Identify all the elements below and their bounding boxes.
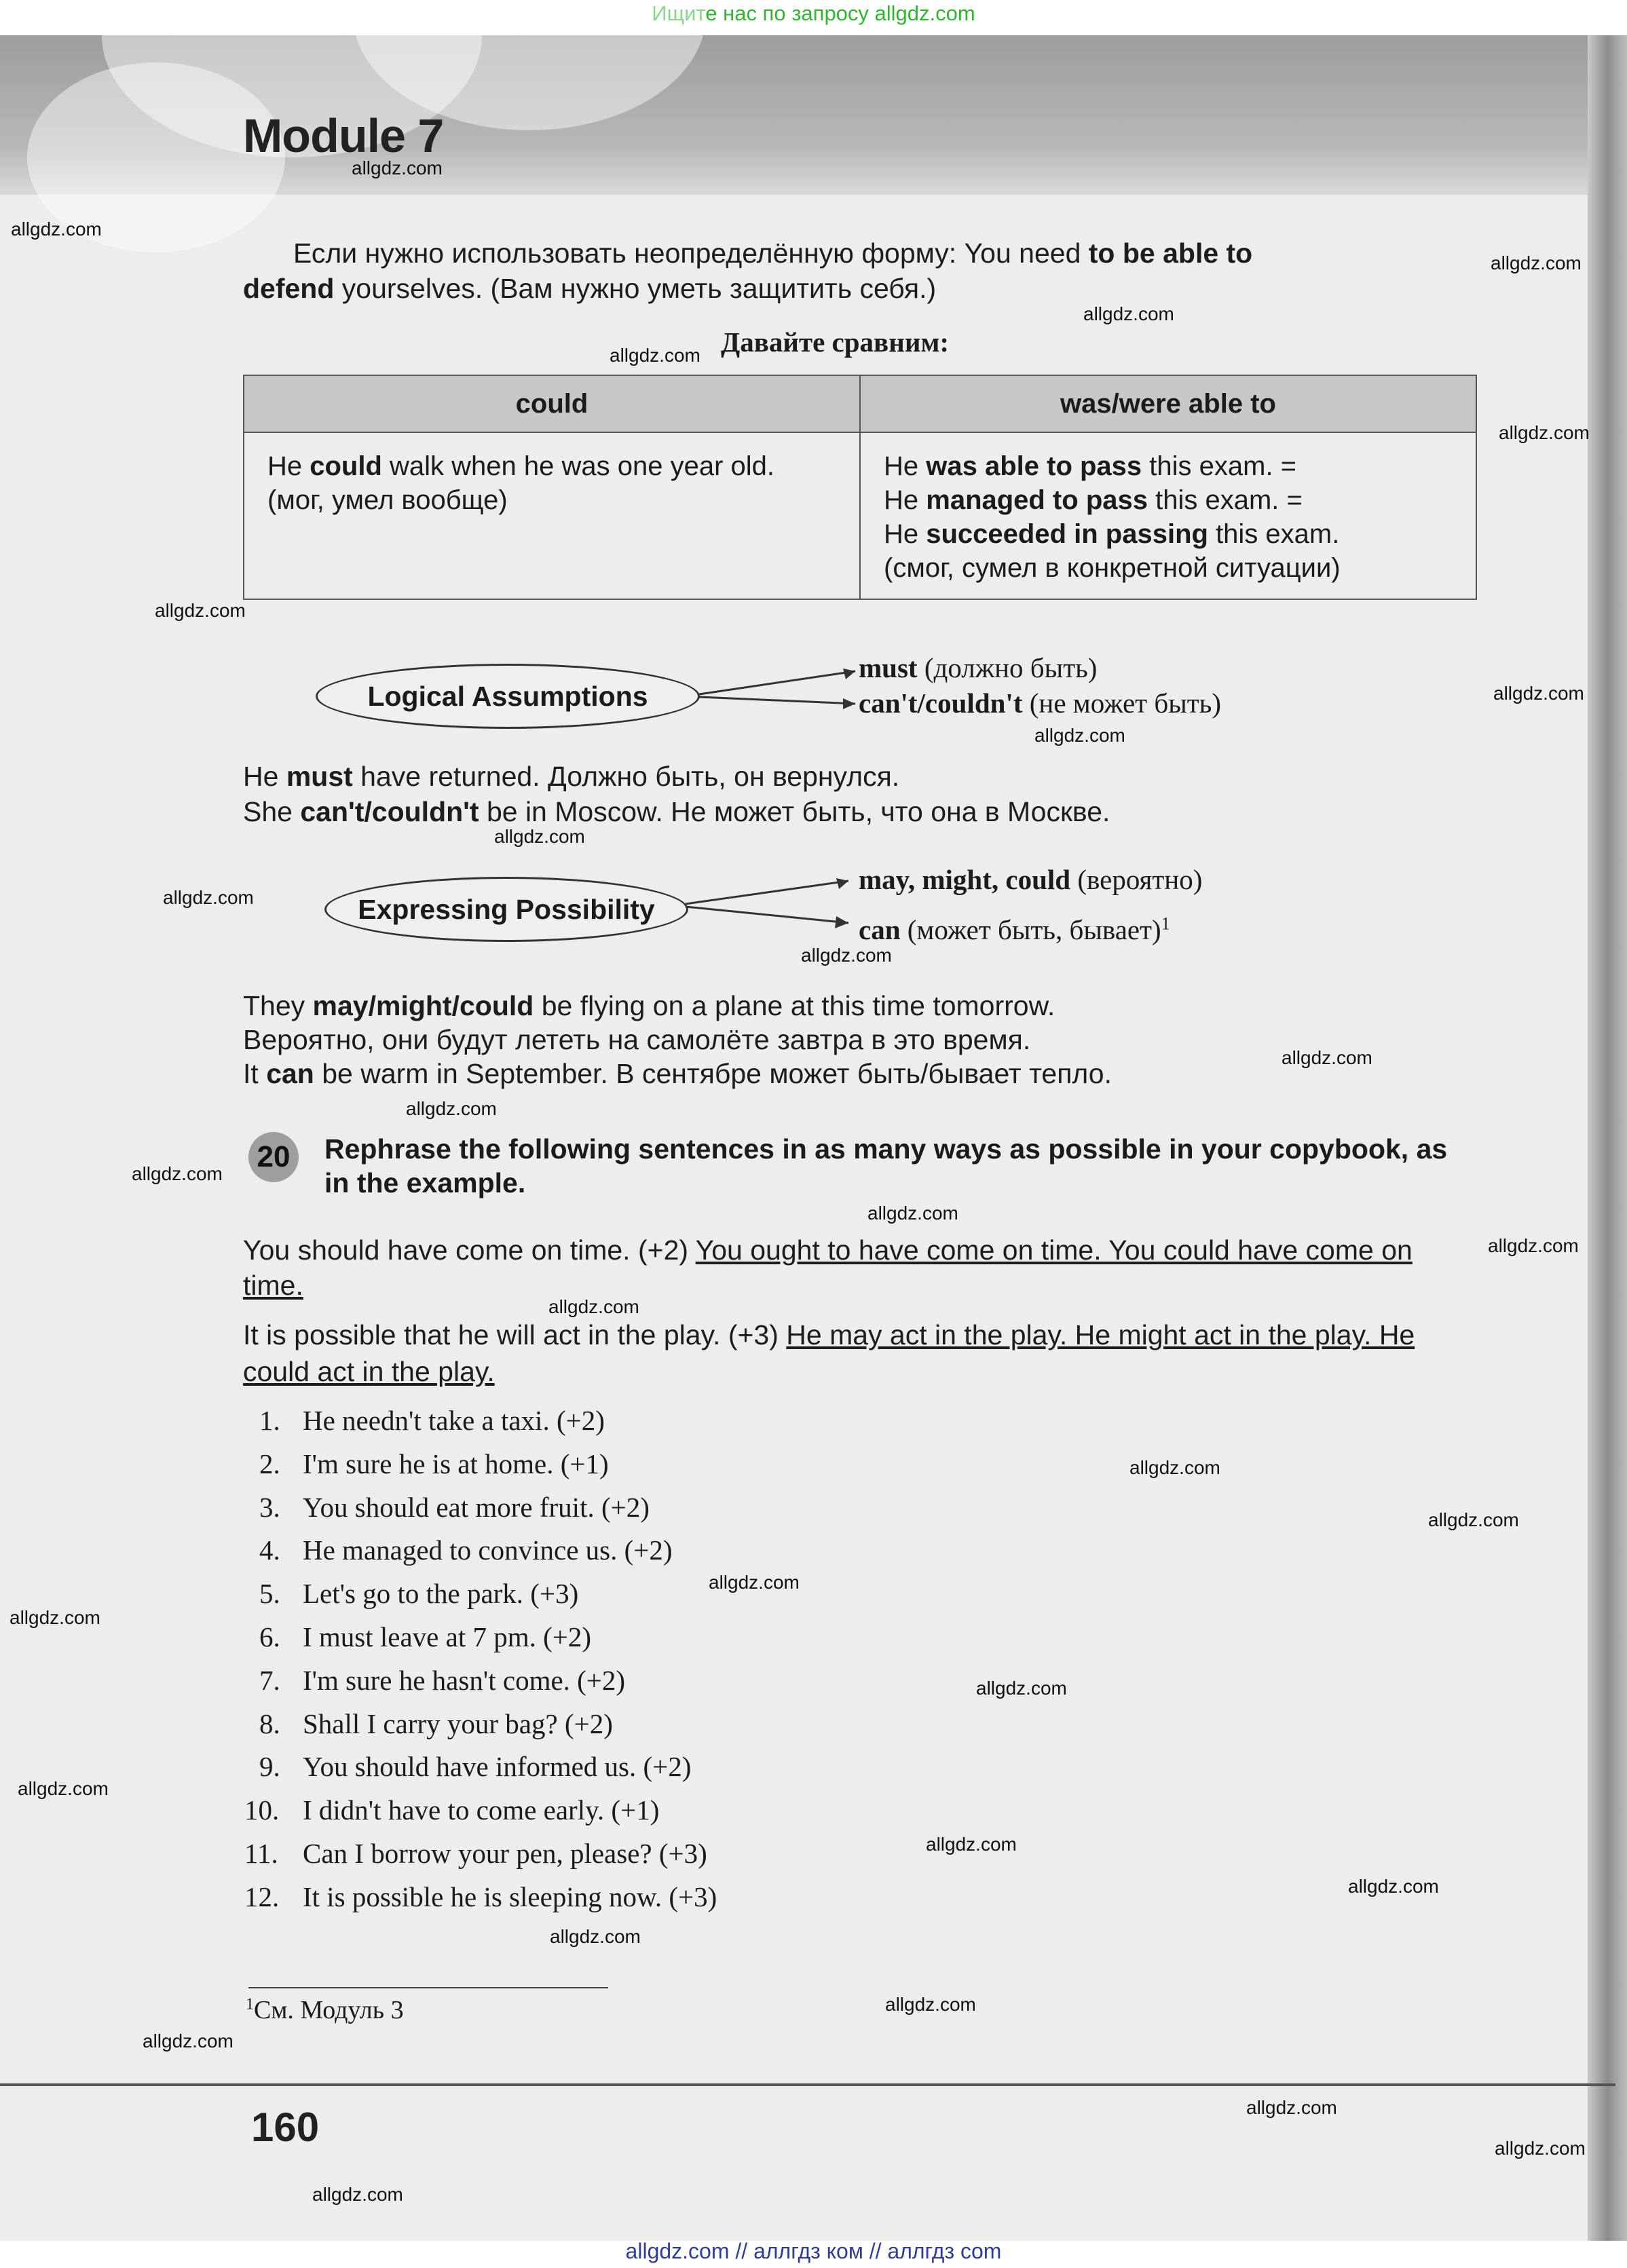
logical-example-1: He must have returned. Должно быть, он вернулся. [243, 761, 900, 792]
comparison-table [243, 375, 1477, 600]
watermark[interactable]: allgdz.com [885, 1994, 976, 2015]
watermark[interactable]: allgdz.com [1491, 252, 1582, 273]
watermark[interactable]: allgdz.com [1488, 1235, 1579, 1256]
bottom-banner-link[interactable]: allgdz.com // аллгдз ком // аллгдз com [625, 2239, 1002, 2263]
watermark[interactable]: allgdz.com [1495, 2138, 1586, 2159]
logical-example-2: She can't/couldn't be in Moscow. Не может быть, что она в Москве. [243, 796, 1110, 827]
exercise-instruction: Rephrase the following sentences in as many ways as possible in your copybook, as in the example. [324, 1133, 1448, 1198]
logical-assumptions-oval: Logical Assumptions [316, 664, 700, 729]
possibility-arrows [679, 870, 862, 945]
list-item: 6. I must leave at 7 pm. (+2) [259, 1621, 592, 1652]
possibility-arrow-label-2: can (может быть, бывает)$^1$ [859, 913, 1170, 945]
list-item: 10. I didn't have to come early. (+1) [244, 1794, 660, 1826]
table-cell-was-able-examples [860, 432, 1476, 599]
list-item: 12. It is possible he is sleeping now. (+3) [244, 1880, 717, 1912]
list-item: 11. Can I borrow your pen, please? (+3) [244, 1837, 707, 1869]
exercise-example-1: You should have come on time. (+2) You ought to have come on time. You could have come on time. [243, 1234, 1413, 1301]
watermark[interactable]: allgdz.com [1499, 422, 1590, 443]
logical-arrows [692, 662, 869, 730]
watermark[interactable]: allgdz.com [143, 2030, 233, 2052]
footnote-divider [248, 1987, 608, 1988]
exercise-example-2: It is possible that he will act in the play. (+3) He may act in the play. He might act in the play. He could act in the play. [243, 1319, 1415, 1387]
watermark[interactable]: allgdz.com [155, 600, 246, 621]
possibility-arrow-label-1: may, might, could (вероятно) [859, 864, 1203, 895]
watermark[interactable]: allgdz.com [1348, 1876, 1439, 1897]
table-line: He succeeded in passing this exam. [884, 519, 1340, 549]
table-header-could: could [244, 375, 860, 432]
list-item: 2. I'm sure he is at home. (+1) [259, 1448, 609, 1479]
watermark[interactable]: allgdz.com [406, 1098, 497, 1119]
watermark[interactable]: allgdz.com [709, 1572, 800, 1593]
table-line: He managed to pass this exam. = [884, 485, 1303, 515]
page-number: 160 [251, 2104, 320, 2150]
top-banner-link[interactable]: Ищите нас по запросу allgdz.com [652, 1, 975, 25]
table-line: (смог, сумел в конкретной ситуации) [884, 553, 1341, 583]
watermark[interactable]: allgdz.com [548, 1296, 639, 1317]
arrow-head [836, 878, 848, 889]
intro-line-1: Если нужно использовать неопределённую форму: You need to be able to [293, 238, 1253, 269]
watermark[interactable]: allgdz.com [132, 1163, 223, 1184]
possibility-example-3: It can be warm in September. В сентябре может быть/бывает тепло. [243, 1058, 1112, 1089]
possibility-example-1: They may/might/could be flying on a plane at this time tomorrow. [243, 990, 1055, 1021]
arrow-line [686, 907, 848, 923]
arrow-head [843, 668, 855, 679]
watermark[interactable]: allgdz.com [1246, 2097, 1337, 2118]
watermark[interactable]: allgdz.com [18, 1778, 109, 1799]
watermark[interactable]: allgdz.com [1034, 725, 1125, 746]
watermark[interactable]: allgdz.com [610, 345, 700, 366]
list-item: 5. Let's go to the park. (+3) [259, 1578, 579, 1610]
list-item: 4. He managed to convince us. (+2) [259, 1534, 673, 1566]
watermark[interactable]: allgdz.com [494, 826, 585, 847]
watermark[interactable]: allgdz.com [1282, 1047, 1372, 1068]
footnote: $^1$См. Модуль 3 [246, 1995, 404, 2024]
possibility-example-2: Вероятно, они будут лететь на самолёте завтра в это время. [243, 1024, 1031, 1055]
watermark[interactable]: allgdz.com [1129, 1457, 1220, 1478]
list-item: 8. Shall I carry your bag? (+2) [259, 1707, 613, 1739]
watermark[interactable]: allgdz.com [163, 887, 254, 908]
arrow-line [699, 697, 855, 704]
watermark[interactable]: allgdz.com [352, 157, 443, 178]
exercise-items-list [244, 1399, 717, 1919]
watermark[interactable]: allgdz.com [976, 1678, 1067, 1699]
watermark[interactable]: allgdz.com [1428, 1509, 1519, 1530]
watermark[interactable]: allgdz.com [1083, 303, 1174, 324]
logical-arrow-label-2: can't/couldn't (не может быть) [859, 687, 1222, 719]
watermark[interactable]: allgdz.com [926, 1834, 1017, 1855]
table-cell-could-example: He could walk when he was one year old. (мог, умел вообще) [244, 432, 860, 599]
module-title: Module 7 [243, 109, 444, 162]
arrow-head [843, 698, 855, 709]
arrow-line [699, 671, 855, 694]
expressing-possibility-oval: Expressing Possibility [324, 877, 688, 942]
watermark[interactable]: allgdz.com [10, 1607, 100, 1628]
table-line: He was able to pass this exam. = [884, 451, 1297, 481]
list-item: 9. You should have informed us. (+2) [259, 1751, 692, 1783]
table-header-was-able-to: was/were able to [860, 375, 1476, 432]
watermark[interactable]: allgdz.com [867, 1203, 958, 1224]
list-item: 1. He needn't take a taxi. (+2) [259, 1405, 605, 1436]
exercise-number-badge: 20 [248, 1132, 299, 1182]
list-item: 3. You should eat more fruit. (+2) [259, 1491, 650, 1523]
bottom-rule [0, 2083, 1615, 2086]
list-item: 7. I'm sure he hasn't come. (+2) [259, 1664, 626, 1696]
intro-line-2: defend yourselves. (Вам нужно уметь защитить себя.) [243, 273, 937, 304]
arrow-head [835, 916, 848, 928]
watermark[interactable]: allgdz.com [801, 945, 892, 966]
logical-arrow-label-1: must (должно быть) [859, 652, 1098, 683]
page-gutter [1588, 35, 1627, 2241]
watermark[interactable]: allgdz.com [1493, 683, 1584, 704]
compare-heading: Давайте сравним: [721, 326, 950, 358]
watermark[interactable]: allgdz.com [312, 2184, 403, 2205]
watermark[interactable]: allgdz.com [11, 219, 102, 240]
watermark[interactable]: allgdz.com [550, 1926, 641, 1947]
arrow-line [686, 881, 848, 904]
